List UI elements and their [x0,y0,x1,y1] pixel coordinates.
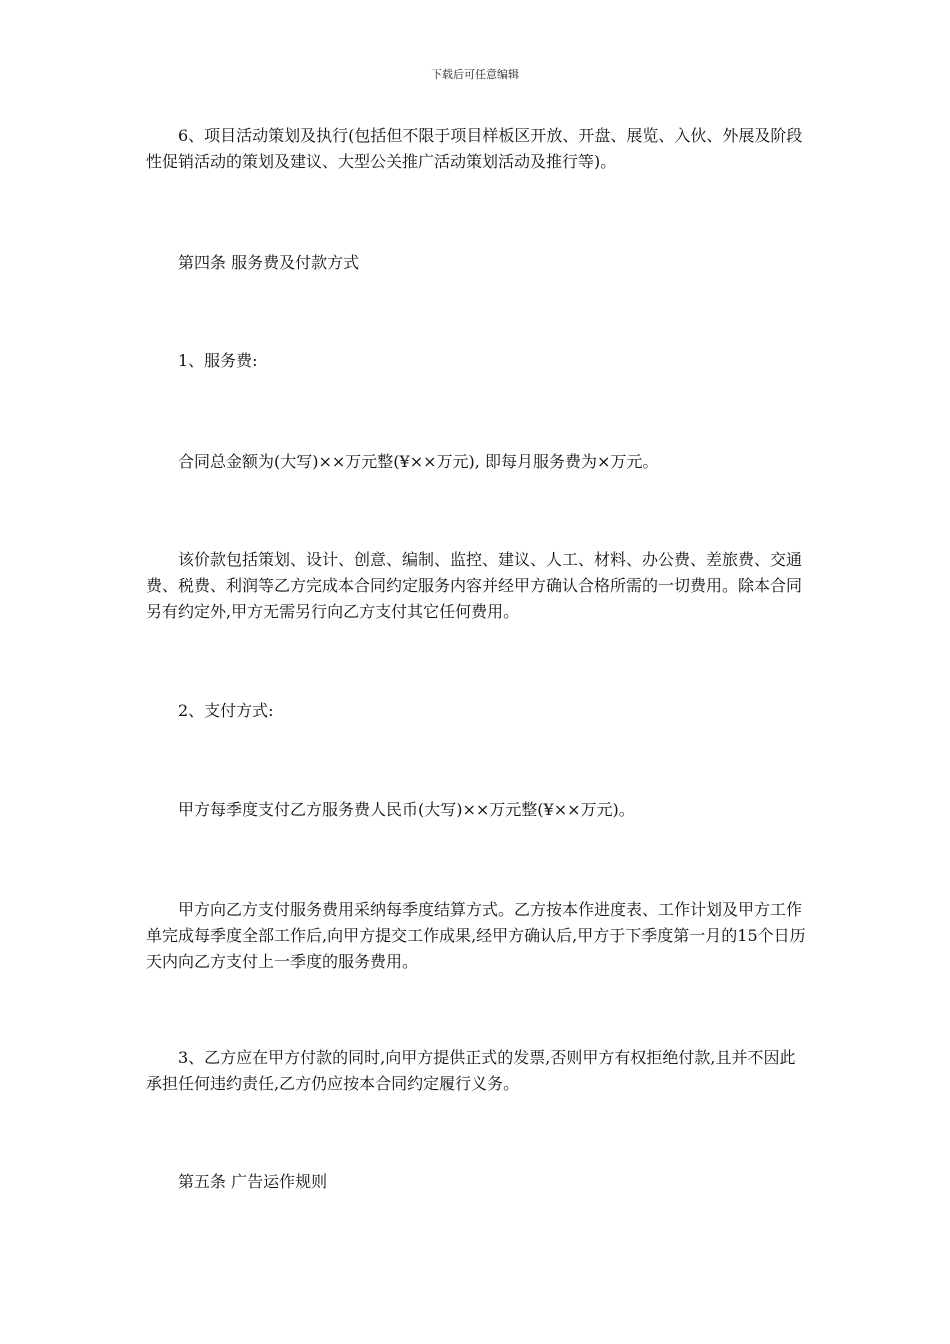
page-header: 下载后可任意编辑 [431,68,519,81]
paragraph-quarterly-payment: 甲方每季度支付乙方服务费人民币(大写)××万元整(¥××万元)。 [178,800,635,819]
paragraph-service-fee: 1、服务费: [178,351,258,370]
section-heading-article-4: 第四条 服务费及付款方式 [178,253,360,272]
paragraph-total-amount: 合同总金额为(大写)××万元整(¥××万元), 即每月服务费为×万元。 [178,452,659,471]
paragraph-settlement: 甲方向乙方支付服务费用采纳每季度结算方式。乙方按本作进度表、工作计划及甲方工作单完成每季度全部工作后,向甲方提交工作成果,经甲方确认后,甲方于下季度第一月的15个日历天内向乙方支付上一季度的服务费用。 [146,900,806,971]
paragraph-item-6: 6、项目活动策划及执行(包括但不限于项目样板区开放、开盘、展览、入伙、外展及阶段性促销活动的策划及建议、大型公关推广活动策划活动及推行等)。 [146,126,803,171]
paragraph-price-includes: 该价款包括策划、设计、创意、编制、监控、建议、人工、材料、办公费、差旅费、交通费、税费、利润等乙方完成本合同约定服务内容并经甲方确认合格所需的一切费用。除本合同另有约定外,甲方无需另行向乙方支付其它任何费用。 [146,550,803,621]
section-heading-article-5: 第五条 广告运作规则 [178,1172,328,1191]
paragraph-invoice: 3、乙方应在甲方付款的同时,向甲方提供正式的发票,否则甲方有权拒绝付款,且并不因此承担任何违约责任,乙方仍应按本合同约定履行义务。 [146,1048,796,1093]
paragraph-payment-method: 2、支付方式: [178,701,274,720]
